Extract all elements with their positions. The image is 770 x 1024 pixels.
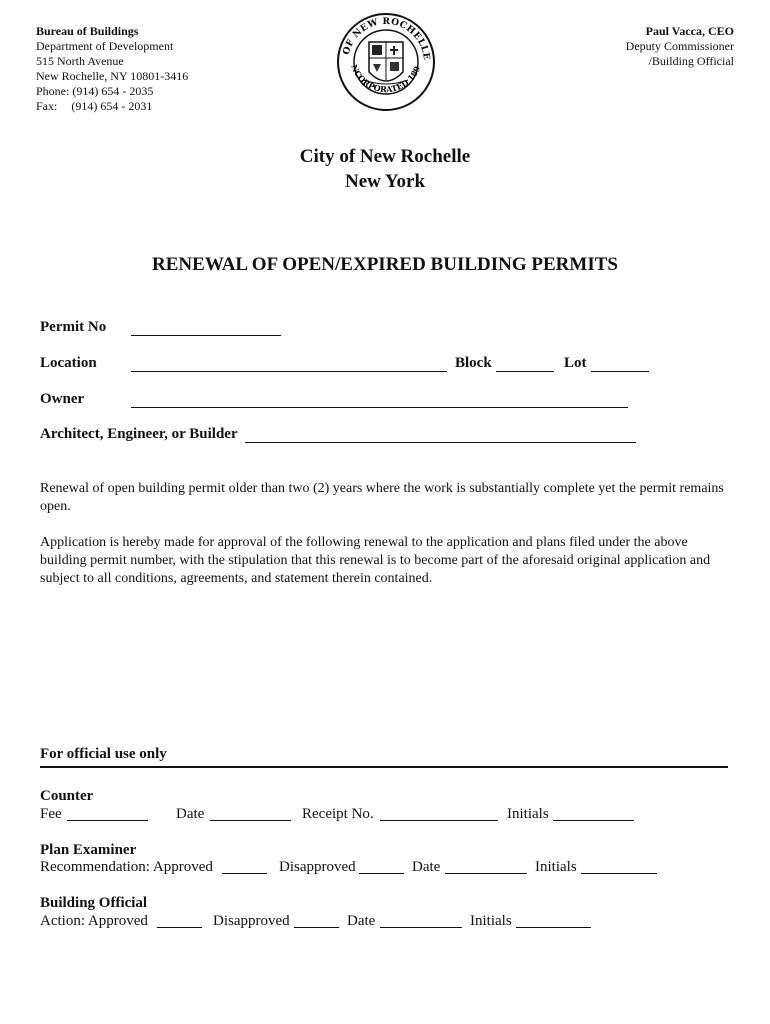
location-label: Location (40, 355, 97, 371)
official-title-2: /Building Official (648, 54, 734, 68)
action-label: Action: Approved (40, 913, 148, 929)
receipt-field[interactable] (380, 806, 498, 821)
bo-disapproved-label: Disapproved (213, 913, 290, 929)
location-field[interactable] (131, 355, 447, 372)
pe-date-label: Date (412, 859, 441, 875)
city-state-zip: New Rochelle, NY 10801-3416 (36, 69, 189, 83)
official-name: Paul Vacca, CEO (645, 24, 734, 38)
permit-no-label: Permit No (40, 319, 107, 335)
pe-disapproved-label: Disapproved (279, 859, 356, 875)
official-title-1: Deputy Commissioner (625, 39, 734, 53)
block-field[interactable] (496, 355, 554, 372)
city-name: City of New Rochelle (299, 146, 471, 167)
counter-heading: Counter (40, 788, 94, 804)
bo-approved-field[interactable] (157, 913, 202, 928)
receipt-label: Receipt No. (302, 806, 374, 822)
lot-field[interactable] (591, 355, 649, 372)
pe-disapproved-field[interactable] (359, 859, 404, 874)
fax-value: (914) 654 - 2031 (71, 99, 153, 113)
application-statement: Application is hereby made for approval of the following renewal to the application and plans filed under the above building permit number, with the stipulation that this renewal is to become part of the aforesaid original application and subject to all conditions, agreements, and statement therein contained. (40, 535, 711, 586)
architect-label: Architect, Engineer, or Builder (40, 426, 238, 442)
street-address: 515 North Avenue (36, 54, 124, 68)
block-label: Block (455, 355, 492, 371)
pe-initials-field[interactable] (581, 859, 657, 874)
bo-disapproved-field[interactable] (294, 913, 339, 928)
seal-top-text: OF NEW ROCHELLE (341, 16, 432, 61)
city-heading (0, 144, 770, 194)
lot-label: Lot (564, 355, 587, 371)
seal-graphic (336, 12, 436, 112)
recommendation-label: Recommendation: Approved (40, 859, 213, 875)
seal-bottom-text: NCORPORATED 189 (349, 62, 423, 95)
counter-section (40, 787, 93, 805)
official-use-title: For official use only (40, 746, 167, 762)
fee-label: Fee (40, 806, 62, 822)
city-seal (336, 12, 436, 112)
bo-date-label: Date (347, 913, 376, 929)
architect-field[interactable] (245, 426, 636, 443)
renewal-description: Renewal of open building permit older than two (2) years where the work is substantially complete yet the permit remains open. (40, 481, 724, 514)
pe-date-field[interactable] (445, 859, 527, 874)
official-use-divider (40, 766, 728, 768)
counter-initials-label: Initials (507, 806, 549, 822)
counter-initials-field[interactable] (553, 806, 634, 821)
bureau-name: Bureau of Buildings (36, 24, 139, 38)
fax-label: Fax: (36, 99, 58, 113)
bo-initials-label: Initials (470, 913, 512, 929)
header-left (36, 24, 188, 114)
counter-date-label: Date (176, 806, 205, 822)
bo-initials-field[interactable] (516, 913, 591, 928)
state-name: New York (344, 171, 426, 192)
fax-number (36, 99, 188, 114)
counter-date-field[interactable] (210, 806, 291, 821)
phone-number: Phone: (914) 654 - 2035 (36, 84, 154, 98)
building-official-heading: Building Official (40, 895, 148, 911)
form-title: RENEWAL OF OPEN/EXPIRED BUILDING PERMITS (152, 254, 618, 275)
owner-field[interactable] (131, 391, 628, 408)
pe-initials-label: Initials (535, 859, 577, 875)
owner-label: Owner (40, 391, 85, 407)
bo-date-field[interactable] (380, 913, 462, 928)
pe-approved-field[interactable] (222, 859, 267, 874)
plan-examiner-heading: Plan Examiner (40, 842, 137, 858)
fee-field[interactable] (67, 806, 148, 821)
permit-no-field[interactable] (131, 319, 281, 336)
header-right (626, 24, 734, 69)
department-name: Department of Development (36, 39, 174, 53)
